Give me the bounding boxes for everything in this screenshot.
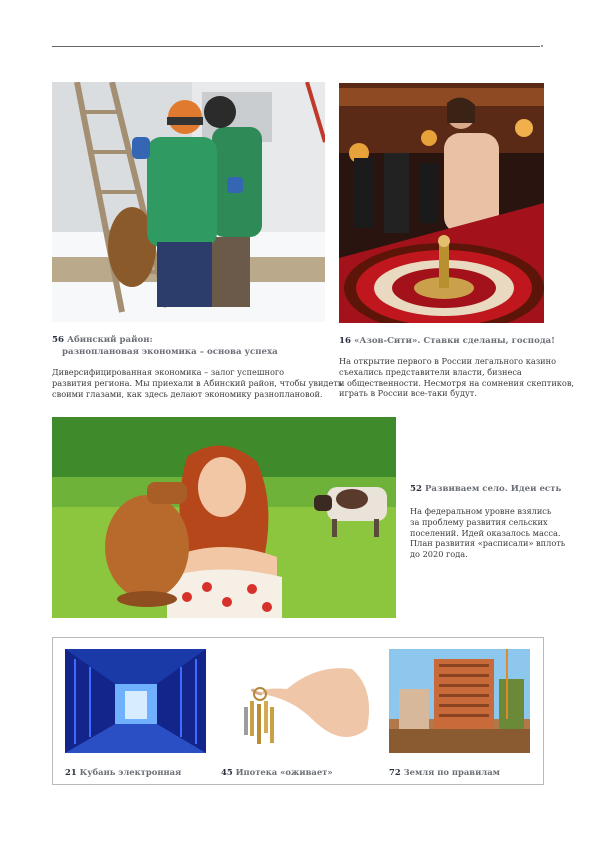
article-52-body-line: за проблему развития сельских [410, 516, 548, 527]
teaser-45-page-number: 45 [221, 767, 233, 777]
article-52-page-number: 52 [410, 484, 422, 494]
article-16-title-text: «Азов-Сити». Ставки сделаны, господа! [353, 336, 555, 346]
article-52-body [410, 506, 565, 560]
article-56-body [52, 367, 342, 399]
girl-with-jug-photo [52, 417, 396, 618]
teaser-21-title [65, 767, 181, 777]
article-56-body-line: развития региона. Мы приехали в Абинский район, чтобы увидеть [52, 377, 343, 388]
casino-roulette-photo [339, 83, 544, 323]
article-52-body-line: до 2020 года. [410, 549, 468, 560]
article-52-body-line: На федеральном уровне взялись [410, 506, 552, 516]
teaser-45-title [221, 767, 333, 777]
article-56-title-line2: разноплановая экономика – основа успеха [62, 347, 278, 357]
teaser-72-page-number: 72 [389, 767, 401, 777]
teaser-21-page-number: 21 [65, 767, 77, 777]
construction-building-photo [389, 649, 530, 753]
article-52-body-line: поселений. Идей оказалось масса. [410, 527, 561, 538]
article-56-body-line: Диверсифицированная экономика – залог успешного [52, 367, 285, 377]
article-56-title [52, 335, 153, 346]
article-52-body-line: План развития «расписали» вплоть [410, 538, 566, 549]
article-52-title-text: Развиваем село. Идеи есть [424, 484, 562, 494]
article-16-body-line: играть в России все-таки будут. [339, 388, 477, 399]
article-52-title [410, 484, 561, 495]
rule-end-mark [541, 45, 543, 47]
article-56-title-line1: Абинский район: [66, 335, 153, 345]
server-corridor-photo [65, 649, 206, 753]
article-56-page-number: 56 [52, 335, 64, 345]
construction-workers-photo [52, 82, 325, 322]
teaser-45-title-text: Ипотека «оживает» [235, 767, 333, 777]
article-56-body-line: своими глазами, как здесь делают экономику разноплановой. [52, 388, 323, 399]
teaser-72-title-text: Земля по правилам [403, 767, 500, 777]
article-16-body-line: съехались представители власти, бизнеса [339, 366, 522, 377]
article-16-page-number: 16 [339, 336, 351, 346]
article-16-body-line: и общественности. Несмотря на сомнения скептиков, [339, 377, 575, 388]
article-16-title [339, 336, 555, 347]
article-16-body-line: На открытие первого в России легального казино [339, 356, 557, 366]
article-16-body [339, 356, 574, 399]
teaser-21-title-text: Кубань электронная [79, 767, 182, 777]
top-rule [52, 46, 540, 47]
hand-with-keys-photo [232, 649, 375, 753]
teaser-72-title [389, 767, 500, 777]
